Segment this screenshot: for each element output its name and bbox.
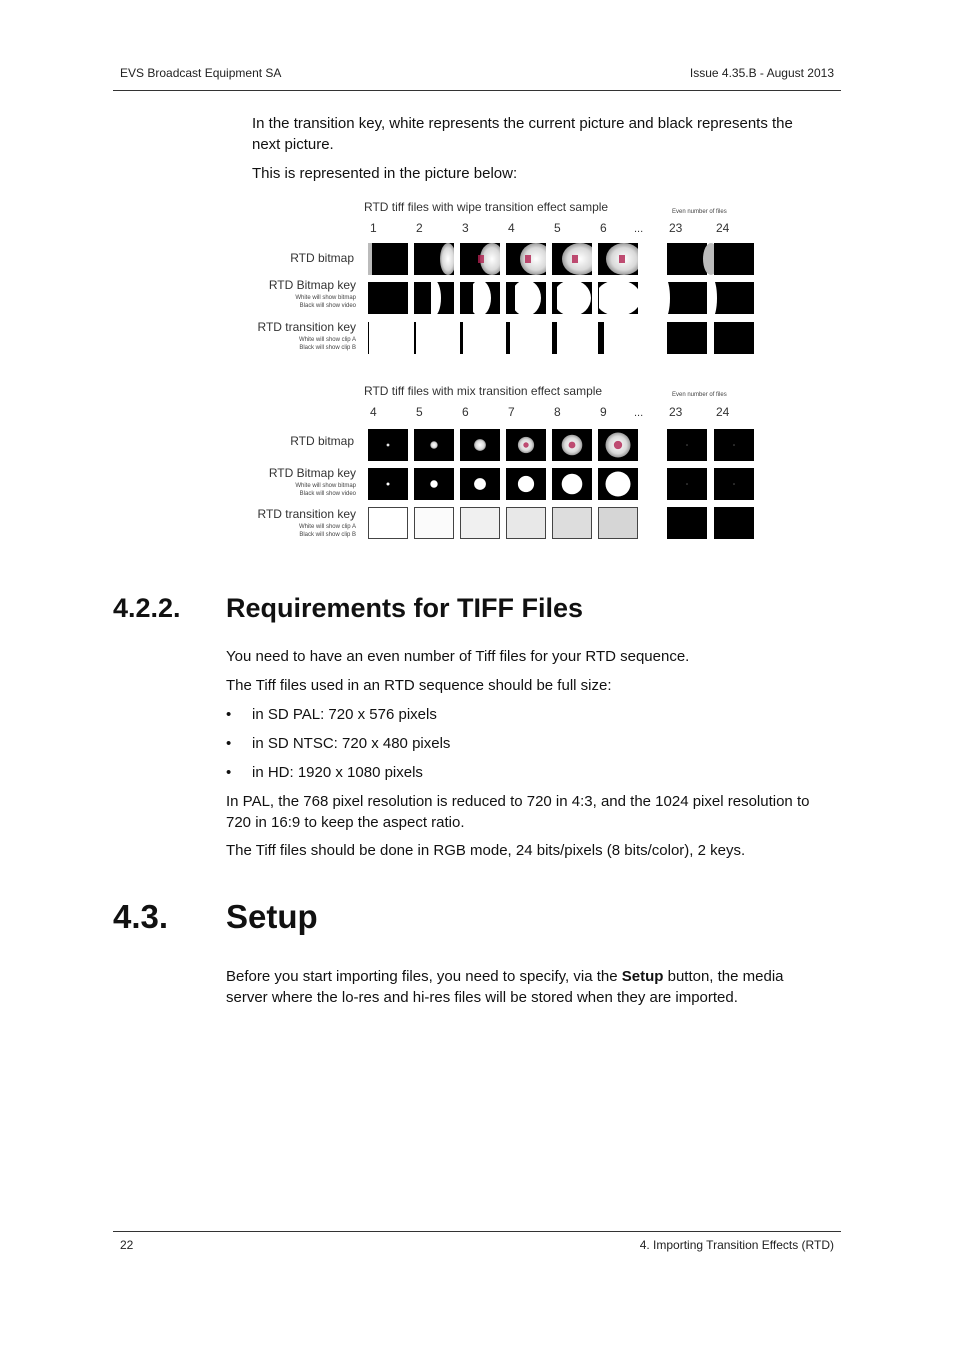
mix-key-frame (598, 468, 638, 500)
wipe-key-frame (660, 278, 707, 318)
frame-number-label: 24 (716, 221, 730, 235)
wipe-key-frame (414, 280, 454, 316)
mix-key-frame (714, 468, 754, 500)
mix-row-trans-label: RTD transition key (257, 507, 356, 521)
wipe-row-bitmap-label: RTD bitmap (290, 251, 354, 265)
section-422-title: Requirements for TIFF Files (226, 593, 584, 623)
wipe-bitmap-frame (552, 243, 598, 275)
bullet-marker: • (226, 735, 232, 752)
pal-resolution-paragraph: In PAL, the 768 pixel resolution is reduced to 720 in 4:3, and the 1024 pixel resolution to 720 in 16:9 to keep the aspect ratio. (226, 793, 810, 831)
mix-row-trans-note2: Black will show clip B (299, 532, 356, 538)
intro-figure-lead: This is represented in the picture below: (252, 165, 518, 182)
footer-rule (113, 1231, 841, 1232)
wipe-transition-frame (506, 322, 546, 354)
wipe-frame-numbers (370, 221, 730, 235)
wipe-key-frame (368, 282, 408, 314)
wipe-transition-frame (368, 322, 408, 354)
frame-number-label: 5 (554, 221, 561, 235)
ellipsis-label: ... (634, 223, 644, 235)
setup-text-after: button, the media server where the lo-res and hi-res files will be stored when they are imported. (226, 968, 784, 1006)
mix-key-frame (460, 468, 500, 500)
wipe-transition-frame (714, 322, 754, 354)
section-43-number: 4.3. (113, 898, 169, 935)
mix-transition-frame (507, 508, 546, 539)
wipe-row-trans-note2: Black will show clip B (299, 345, 356, 351)
wipe-key-frame (460, 280, 500, 316)
mix-row-trans-note1: White will show clip A (298, 524, 356, 530)
mix-bitmap-frame (368, 429, 408, 461)
wipe-transition-frame (667, 322, 707, 354)
mix-title: RTD tiff files with mix transition effect sample (364, 384, 603, 398)
setup-paragraph (226, 966, 826, 1008)
mix-transition-frame (553, 508, 592, 539)
bullet-marker: • (226, 706, 232, 723)
mix-transition-frame (714, 507, 754, 539)
wipe-even-note: Even number of files (672, 209, 727, 215)
mix-key-frame (506, 468, 546, 500)
mix-row-key-label: RTD Bitmap key (268, 466, 356, 480)
list-item-text: in SD PAL: 720 x 576 pixels (252, 706, 437, 723)
mix-transition-frame (599, 508, 638, 539)
frame-number-label: 4 (508, 221, 515, 235)
wipe-bitmap-frame (460, 243, 504, 275)
mix-bitmap-frame (506, 429, 546, 461)
mix-bitmap-frame (714, 429, 754, 461)
wipe-key-frame (506, 280, 546, 316)
setup-button-reference: Setup (621, 968, 664, 985)
wipe-transition-frame (460, 322, 500, 354)
frame-number-label: 3 (462, 221, 469, 235)
list-item-text: in HD: 1920 x 1080 pixels (252, 764, 423, 781)
header-company: EVS Broadcast Equipment SA (120, 66, 282, 80)
ellipsis-label: ... (634, 407, 644, 419)
rgb-mode-paragraph: The Tiff files should be done in RGB mode, 24 bits/pixels (8 bits/color), 2 keys. (226, 842, 746, 859)
wipe-bitmap-frame (714, 243, 754, 275)
rtd-transition-figure (246, 196, 760, 546)
wipe-transition-frame (552, 322, 592, 354)
wipe-row-key-note1: White will show bitmap (295, 295, 356, 301)
footer-chapter: 4. Importing Transition Effects (RTD) (639, 1238, 834, 1252)
frame-number-label: 24 (716, 405, 730, 419)
frame-number-label: 8 (554, 405, 561, 419)
section-43-title: Setup (226, 898, 318, 935)
wipe-bitmap-frame (414, 243, 456, 275)
frame-number-label: 6 (462, 405, 469, 419)
frame-number-label: 6 (600, 221, 607, 235)
mix-transition-frame (461, 508, 500, 539)
wipe-row-trans-note1: White will show clip A (298, 337, 356, 343)
wipe-bitmap-frame (368, 243, 408, 275)
mix-transition-frame (369, 508, 408, 539)
mix-bitmap-frame (552, 429, 592, 461)
section-422-number: 4.2.2. (113, 593, 181, 623)
wipe-transition-frame (414, 322, 454, 354)
wipe-row-key-note2: Black will show video (299, 303, 356, 309)
mix-even-note: Even number of files (672, 392, 727, 398)
tiff-even-number-paragraph: You need to have an even number of Tiff files for your RTD sequence. (226, 648, 690, 665)
frame-number-label: 9 (600, 405, 607, 419)
wipe-key-frame (552, 280, 592, 316)
mix-bitmap-frame (460, 429, 500, 461)
footer-page-number: 22 (120, 1238, 134, 1252)
mix-transition-frame (667, 507, 707, 539)
mix-bitmap-frame (598, 429, 638, 461)
wipe-frames (368, 243, 754, 354)
mix-key-frame (552, 468, 592, 500)
mix-row-key-note2: Black will show video (299, 491, 356, 497)
mix-row-bitmap-label: RTD bitmap (290, 434, 354, 448)
frame-number-label: 4 (370, 405, 377, 419)
mix-key-frame (414, 468, 454, 500)
wipe-bitmap-frame (667, 243, 719, 275)
wipe-bitmap-frame (506, 243, 552, 275)
frame-number-label: 2 (416, 221, 423, 235)
frame-number-label: 23 (669, 405, 683, 419)
tiff-full-size-paragraph: The Tiff files used in an RTD sequence should be full size: (226, 677, 612, 694)
mix-frames (368, 429, 754, 539)
bullet-marker: • (226, 764, 232, 781)
intro-paragraph: In the transition key, white represents the current picture and black represents the next picture. (252, 115, 793, 153)
mix-bitmap-frame (414, 429, 454, 461)
frame-number-label: 5 (416, 405, 423, 419)
list-item-text: in SD NTSC: 720 x 480 pixels (252, 735, 451, 752)
header-issue: Issue 4.35.B - August 2013 (689, 66, 834, 80)
frame-number-label: 23 (669, 221, 683, 235)
mix-transition-frame (415, 508, 454, 539)
wipe-row-trans-label: RTD transition key (257, 320, 356, 334)
mix-key-frame (667, 468, 707, 500)
mix-row-key-note1: White will show bitmap (295, 483, 356, 489)
frame-number-label: 1 (370, 221, 377, 235)
setup-text-before: Before you start importing files, you need to specify, via the (226, 968, 622, 985)
mix-frame-numbers (370, 405, 730, 419)
wipe-title: RTD tiff files with wipe transition effect sample (364, 200, 609, 214)
wipe-transition-frame (598, 322, 638, 354)
wipe-bitmap-frame (598, 243, 642, 275)
wipe-key-frame (595, 280, 641, 316)
mix-bitmap-frame (667, 429, 707, 461)
frame-number-label: 7 (508, 405, 515, 419)
header-rule (113, 90, 841, 91)
wipe-key-frame (707, 278, 754, 318)
mix-key-frame (368, 468, 408, 500)
wipe-row-key-label: RTD Bitmap key (268, 278, 356, 292)
